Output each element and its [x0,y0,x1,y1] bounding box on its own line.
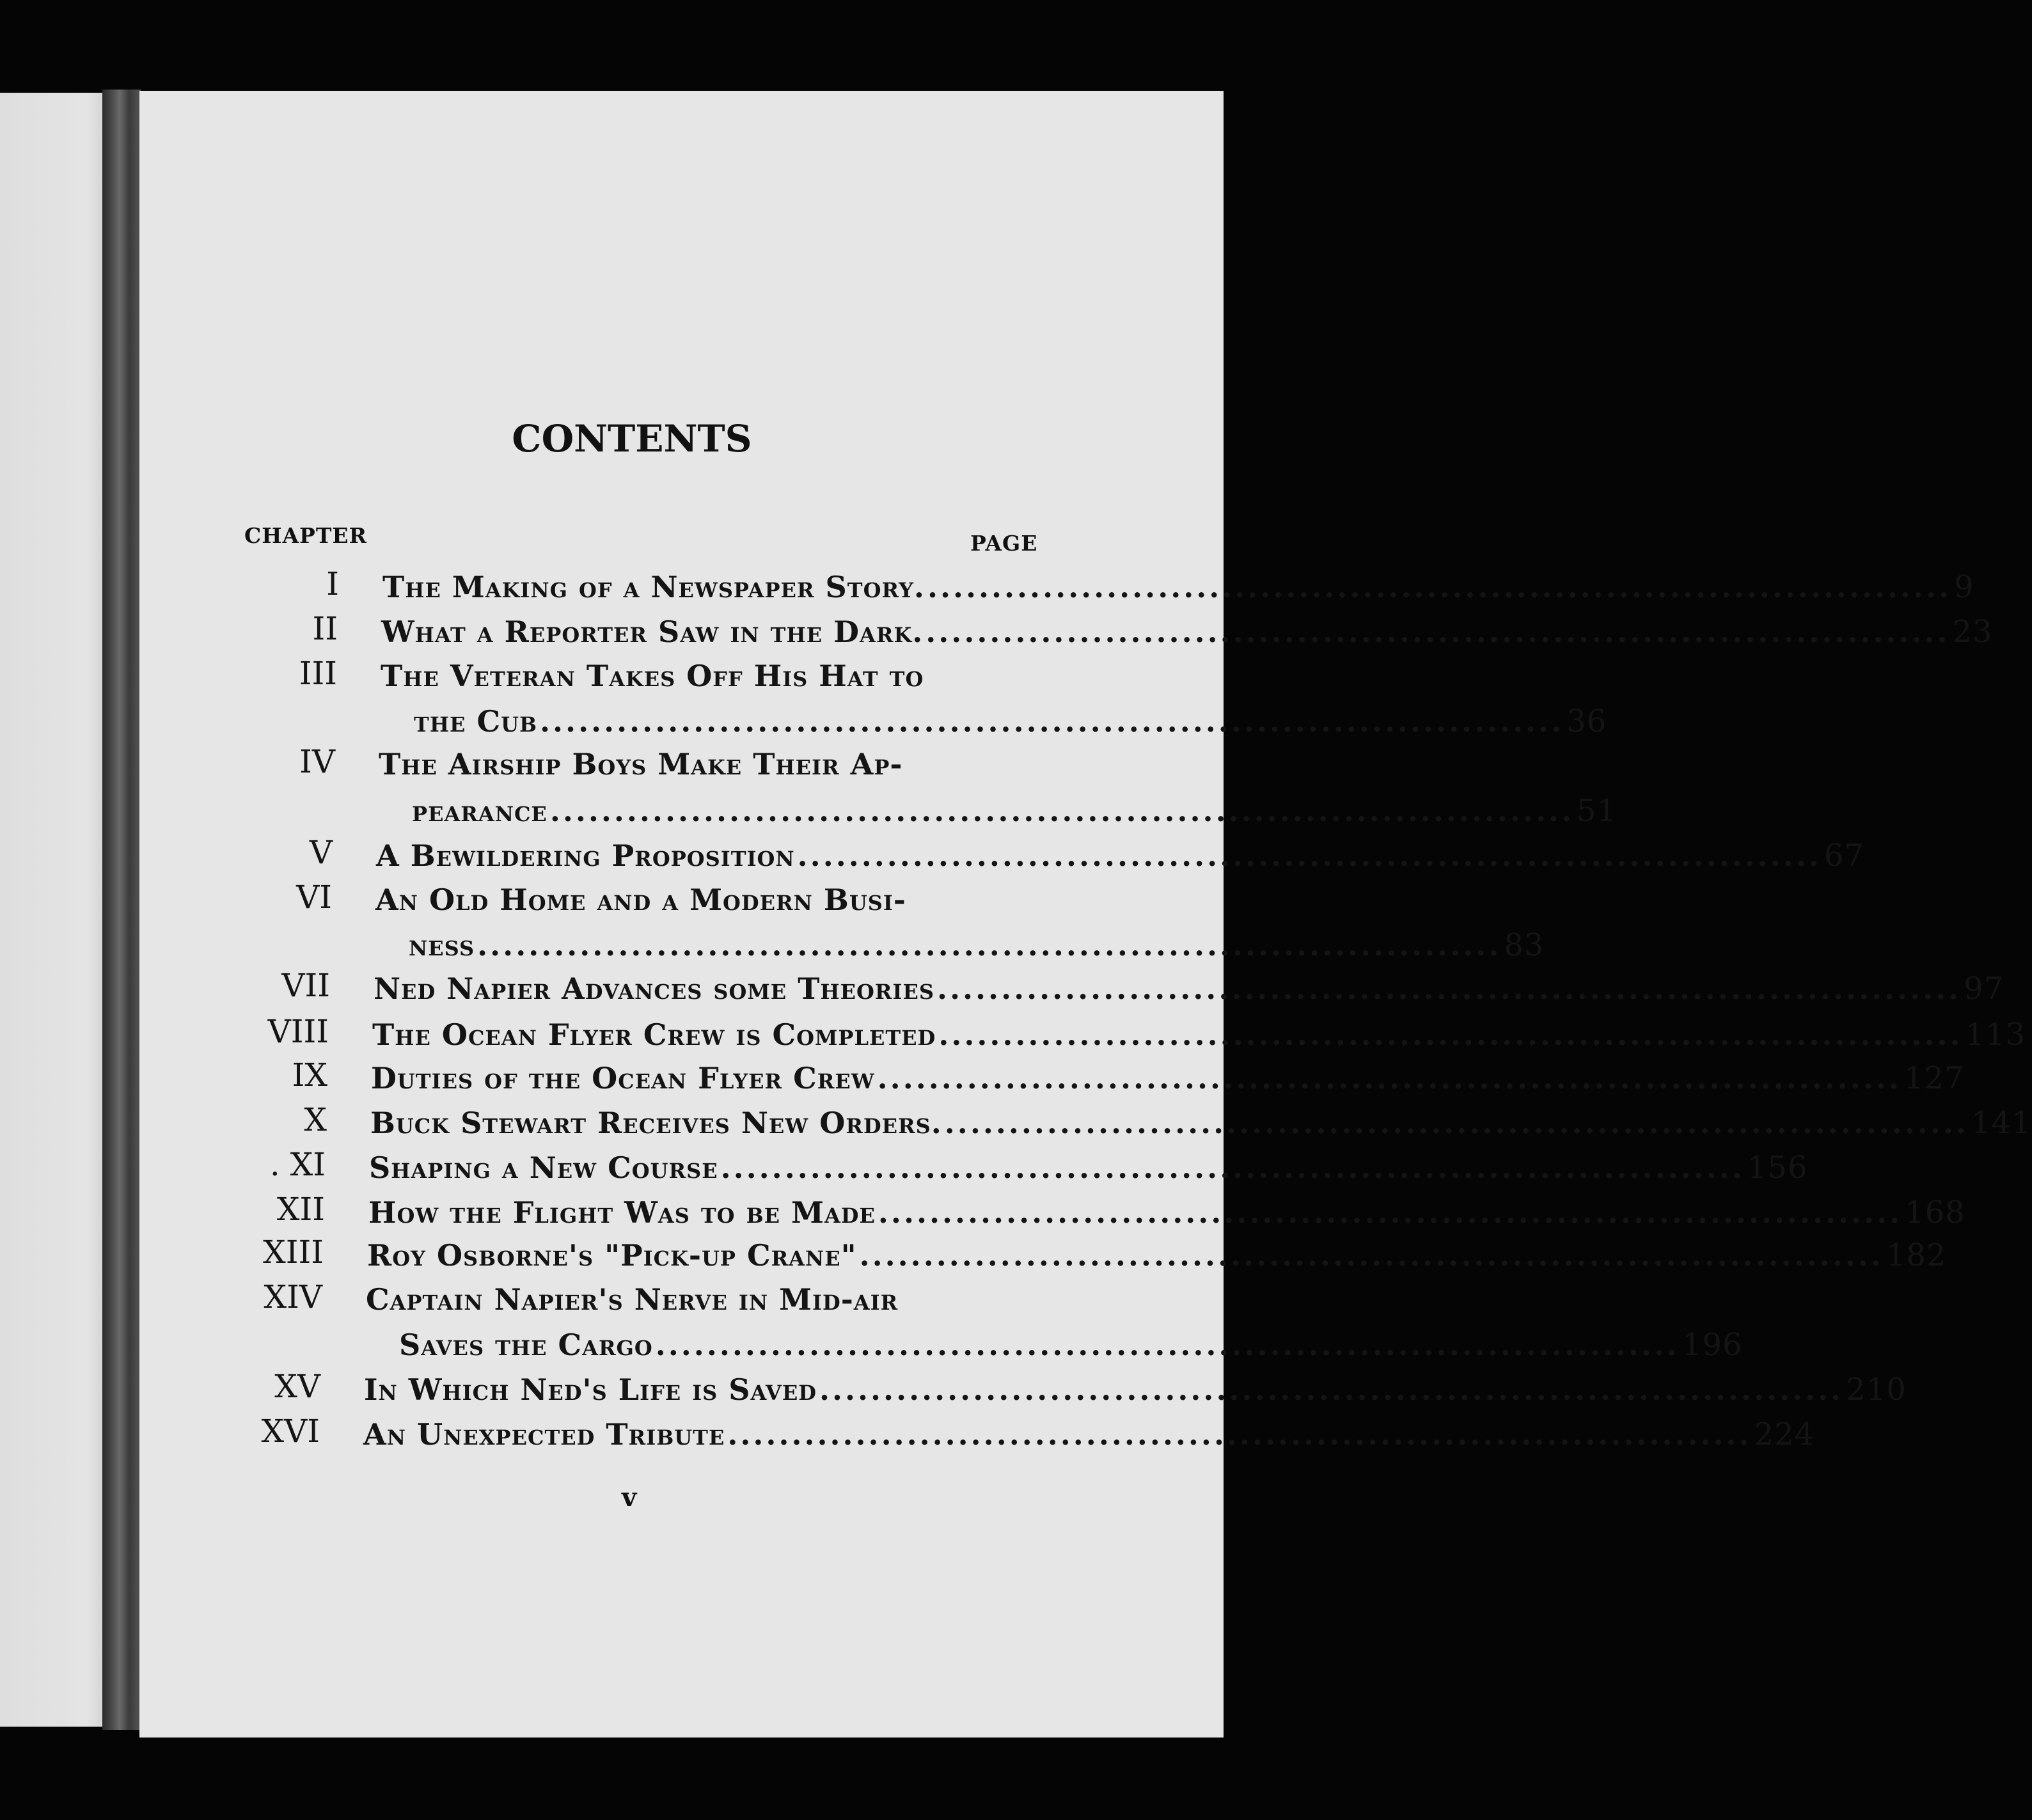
chapter-title: A Bewildering Proposition [376,838,795,873]
chapter-title: What a Reporter Saw in the Dark. [381,615,924,649]
chapter-title: Buck Stewart Receives New Orders. [370,1106,942,1140]
toc-entry-line-continued [379,747,1036,781]
toc-entry-line-continued [366,1282,1023,1317]
page-number: 36 [1566,703,1607,739]
page-number: 182 [1886,1237,1947,1273]
page-number: 127 [1903,1060,1965,1096]
chapter-title: How the Flight Was to be Made [368,1195,876,1230]
dot-leader: ................................................................................ [938,1017,1963,1052]
chapter-number: II [312,610,338,647]
chapter-number: IV [299,743,335,780]
toc-entry-line-continued [375,883,1032,917]
toc-entry-line [399,1327,1743,1363]
dot-leader: ................................................................................ [797,838,1822,873]
chapter-title: An Old Home and a Modern Busi- [375,883,906,917]
dot-leader: ................................................................................ [549,794,1574,828]
toc-entry-line [372,1017,2026,1053]
chapter-title: Ned Napier Advances some Theories [374,971,934,1006]
page-number: 210 [1846,1372,1907,1408]
page-number: 196 [1682,1327,1743,1363]
dot-leader: ................................................................................ [944,1106,1969,1140]
chapter-number: XIV [264,1278,322,1315]
toc-entry-line [367,1237,1947,1273]
toc-entry-line [368,1195,1965,1230]
chapter-title: An Unexpected Tribute [363,1417,725,1452]
page-number: 141 [1971,1105,2032,1141]
chapter-title: The Veteran Takes Off His Hat to [381,659,924,693]
page-number: 113 [1965,1017,2026,1053]
dot-leader: ................................................................................ [859,1238,1884,1273]
chapter-number: X [304,1101,327,1138]
dot-leader: ................................................................................ [727,1417,1752,1452]
dot-leader: ................................................................................ [925,615,1950,649]
page-number-footer: v [622,1482,637,1512]
chapter-title: In Which Ned's Life is Saved [364,1372,817,1407]
toc-entry-line [414,703,1607,739]
page-number: 224 [1754,1416,1815,1452]
chapter-number: VI [296,879,332,916]
toc-entry-line [364,1372,1907,1408]
chapter-number: XII [276,1191,325,1228]
page-number: 156 [1747,1150,1808,1186]
chapter-number: XV [274,1368,320,1405]
chapter-number: . XI [269,1146,326,1183]
toc-entry-line [376,838,1864,874]
page-number: 97 [1964,971,2004,1007]
toc-entry-line [374,971,2004,1007]
page-number: 83 [1504,927,1545,963]
dot-leader: ................................................................................ [655,1328,1680,1362]
page-number: 67 [1823,838,1864,874]
dot-leader: ................................................................................ [819,1372,1844,1407]
dot-leader: ................................................................................ [937,971,1962,1006]
page-column-header: PAGE [970,531,1038,556]
dot-leader: ................................................................................ [540,704,1564,739]
chapter-number: VII [281,967,330,1004]
chapter-number: I [326,565,339,602]
page-number: 168 [1905,1195,1965,1230]
dot-leader: ................................................................................ [878,1195,1903,1230]
chapter-title: the Cub [414,704,538,739]
chapter-column-header: CHAPTER [244,523,367,548]
chapter-number: V [309,834,333,871]
chapter-number: IX [292,1056,327,1094]
toc-entry-line [363,1416,1815,1452]
contents-title: CONTENTS [512,417,752,460]
chapter-number: XIII [263,1234,324,1271]
page-number: 23 [1952,614,1993,650]
chapter-title: Duties of the Ocean Flyer Crew [371,1061,875,1095]
page-number: 51 [1576,793,1618,829]
chapter-number: III [299,655,337,692]
dot-leader: ................................................................................ [927,570,1952,604]
chapter-title: Captain Napier's Nerve in Mid-air [366,1282,899,1317]
toc-entry-line [382,569,1974,605]
dot-leader: ................................................................................ [477,928,1502,962]
chapter-title: The Making of a Newspaper Story. [382,570,925,604]
toc-entry-line [370,1105,2032,1141]
chapter-number: XVI [261,1413,320,1450]
chapter-title: The Ocean Flyer Crew is Completed [372,1017,936,1052]
toc-entry-line [412,793,1618,829]
toc-entry-line [409,927,1545,963]
chapter-title: pearance [412,794,547,828]
chapter-title: Shaping a New Course [369,1150,718,1185]
toc-entry-line [369,1150,1808,1186]
dot-leader: ................................................................................ [720,1150,1745,1185]
chapter-title: Roy Osborne's "Pick-up Crane" [367,1238,857,1273]
page-number: 9 [1954,569,1974,605]
chapter-title: The Airship Boys Make Their Ap- [379,747,903,781]
chapter-number: VIII [267,1013,329,1050]
chapter-title: Saves the Cargo [399,1328,653,1362]
toc-entry-line [381,614,1993,650]
toc-entry-line-continued [381,659,1037,693]
dot-leader: ................................................................................ [877,1061,1902,1095]
toc-entry-line [371,1060,1965,1096]
chapter-title: ness [409,928,475,962]
